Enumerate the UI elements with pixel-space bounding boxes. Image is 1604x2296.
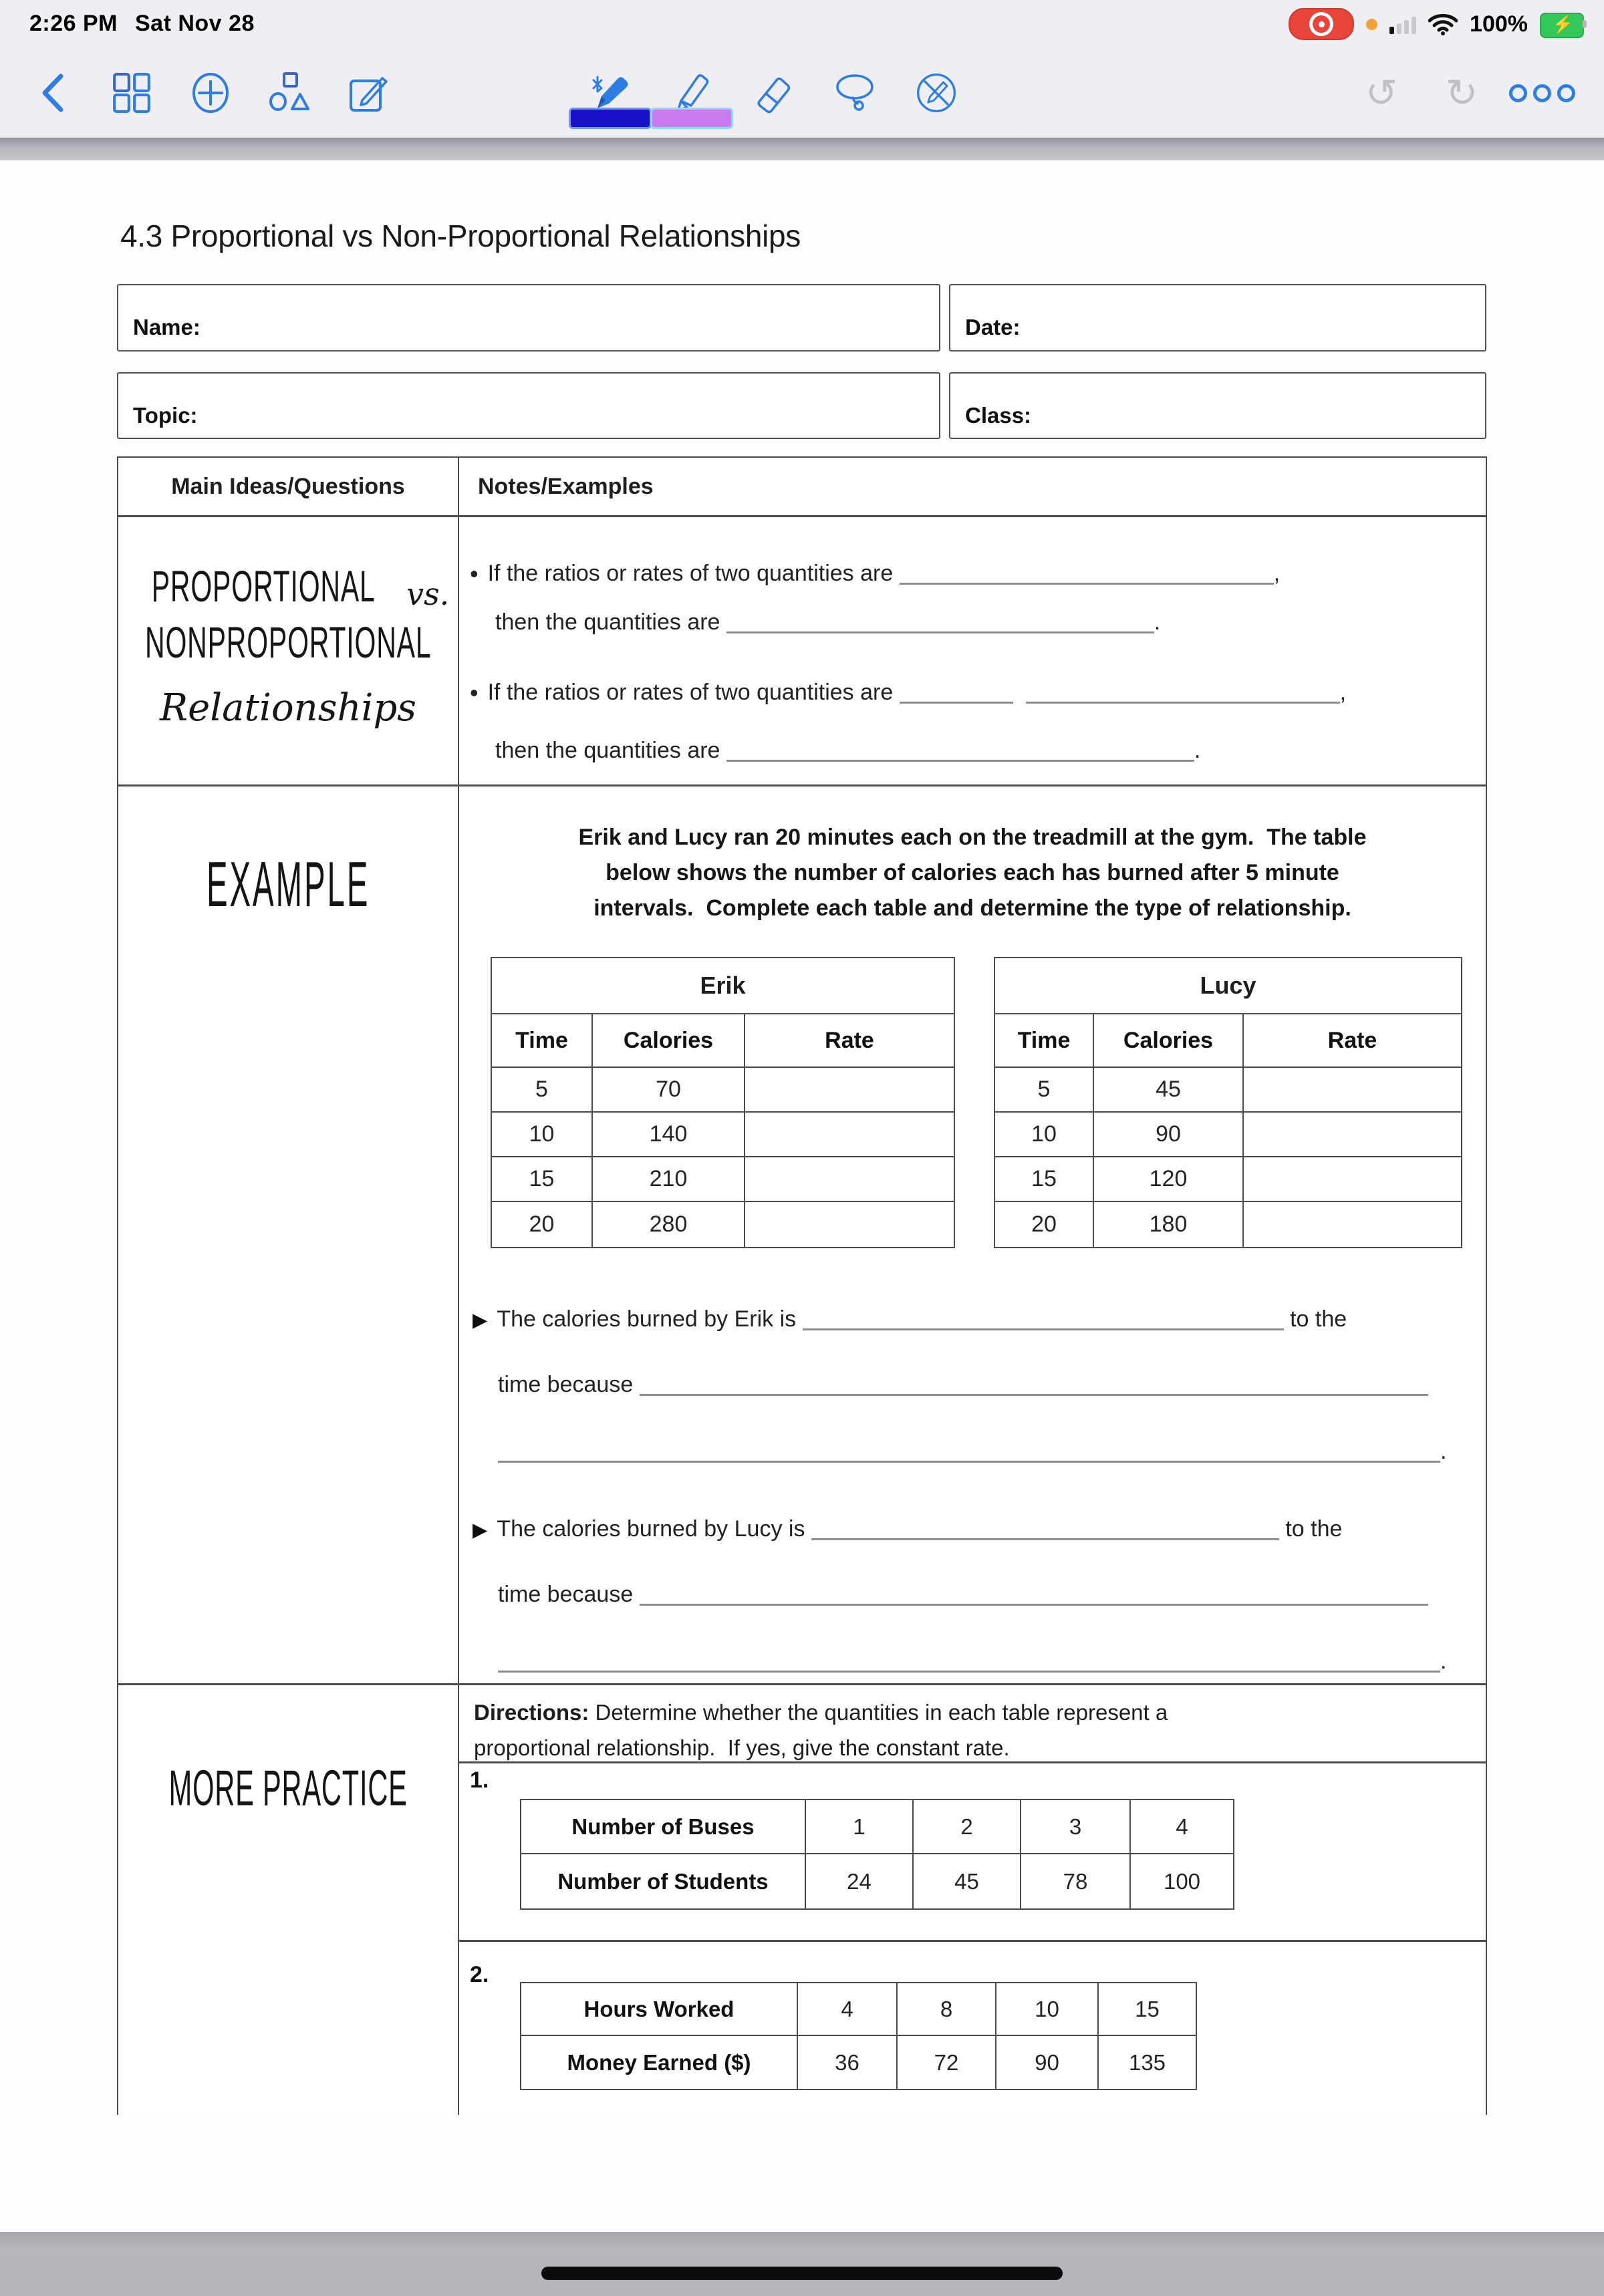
lasso-icon — [833, 71, 877, 115]
more-options-button[interactable] — [1520, 62, 1564, 124]
erik-table-title: Erik — [492, 958, 954, 1014]
row-label: Money Earned ($) — [521, 2036, 798, 2089]
example-heading-cell — [118, 786, 459, 1683]
no-draw-tool[interactable] — [914, 62, 958, 124]
bullet-icon: • — [470, 679, 479, 706]
cell: 100 — [1163, 1868, 1201, 1894]
row-label: Number of Buses — [521, 1800, 806, 1854]
cell: 15 — [492, 1157, 593, 1202]
fill-blank — [811, 1517, 1279, 1540]
cell: 210 — [593, 1157, 745, 1202]
cell-rate-blank[interactable] — [1244, 1113, 1461, 1157]
item-number: 2. — [470, 1962, 489, 1987]
cell: 72 — [898, 2036, 996, 2089]
name-label: Name: — [133, 315, 200, 339]
row-label: Number of Students — [521, 1854, 806, 1908]
directions-label: Directions: — [474, 1700, 589, 1725]
cell: 1 — [806, 1800, 914, 1854]
cell: 70 — [593, 1068, 745, 1113]
fill-blank — [726, 610, 1154, 633]
topic-field-box — [117, 372, 940, 439]
cell: 135 — [1128, 2049, 1166, 2075]
practice-item-1 — [459, 1763, 1486, 1942]
cellular-signal-icon — [1389, 14, 1416, 34]
toolbar-right-group — [1359, 48, 1564, 138]
lucy-table-title: Lucy — [995, 958, 1461, 1014]
cell: 5 — [492, 1068, 593, 1113]
section-1-notes — [459, 517, 1486, 784]
cell: 2 — [914, 1800, 1021, 1854]
erik-statement-line3: . — [498, 1439, 1446, 1465]
plus-circle-icon — [190, 71, 231, 115]
microphone-in-use-icon — [1366, 19, 1377, 30]
notability-toolbar — [0, 48, 1604, 138]
lucy-table — [994, 957, 1462, 1248]
fill-blank — [498, 1439, 1440, 1463]
pen-tool-selected[interactable] — [588, 62, 632, 124]
pen-color-bar — [569, 108, 652, 129]
buses-table — [520, 1799, 1234, 1910]
fill-blank — [640, 1582, 1428, 1606]
cell: 78 — [1021, 1854, 1131, 1908]
fill-blank — [1026, 680, 1340, 704]
battery-percent: 100% — [1470, 11, 1528, 37]
section-1-row — [118, 517, 1486, 786]
status-right — [1289, 7, 1587, 41]
notes-examples-header: Notes/Examples — [478, 473, 654, 499]
cell: 36 — [798, 2036, 898, 2089]
worksheet-page[interactable] — [0, 160, 1604, 2232]
item-number: 1. — [470, 1767, 489, 1793]
cell-rate-blank[interactable] — [745, 1157, 954, 1202]
cell: 4 — [1131, 1800, 1233, 1854]
toolbar-left-group — [31, 48, 390, 138]
shapes-icon — [269, 72, 310, 114]
lucy-statement-line1: ▶ The calories burned by Lucy is to the — [473, 1516, 1343, 1542]
cell: 24 — [806, 1854, 914, 1908]
eraser-icon — [751, 71, 795, 115]
pencil-off-icon — [914, 69, 958, 116]
hours-table — [520, 1982, 1197, 2090]
cell: 90 — [1094, 1113, 1244, 1157]
more-practice-notes — [459, 1685, 1486, 2115]
home-indicator[interactable] — [541, 2267, 1063, 2280]
toolbar-pen-group — [588, 48, 958, 138]
fill-blank — [640, 1373, 1428, 1396]
col-header: Rate — [745, 1014, 954, 1068]
col-header: Time — [492, 1014, 593, 1068]
clock: 2:26 PM — [29, 11, 118, 36]
battery-charging-icon: ⚡ — [1540, 13, 1587, 35]
cell: 45 — [914, 1854, 1021, 1908]
status-date: Sat Nov 28 — [135, 11, 255, 36]
eraser-tool[interactable] — [751, 62, 795, 124]
back-button[interactable] — [31, 62, 75, 124]
col-header: Time — [995, 1014, 1094, 1068]
practice-item-2 — [459, 1942, 1486, 2113]
cell-rate-blank[interactable] — [1244, 1202, 1461, 1247]
cell: 15 — [995, 1157, 1094, 1202]
bullet-line: • If the ratios or rates of two quantities are , — [470, 560, 1281, 587]
undo-button[interactable] — [1359, 62, 1404, 124]
lasso-tool[interactable] — [833, 62, 877, 124]
arrow-bullet-icon: ▶ — [473, 1520, 488, 1541]
highlighter-tool[interactable] — [670, 62, 714, 124]
cell: 3 — [1021, 1800, 1131, 1854]
redo-icon: ↻ — [1445, 70, 1478, 116]
cell-rate-blank[interactable] — [745, 1113, 954, 1157]
date-label: Date: — [965, 315, 1021, 339]
directions-block: Directions: Determine whether the quantities in each table represent a proportional relationship. If yes, give the constant rate. — [459, 1685, 1486, 1763]
example-notes — [459, 786, 1486, 1683]
bullet-line-cont: then the quantities are . — [495, 609, 1161, 635]
main-ideas-header: Main Ideas/Questions — [118, 458, 459, 515]
shapes-tool-button[interactable] — [267, 62, 311, 124]
cell: 5 — [995, 1068, 1094, 1113]
ellipsis-icon — [1509, 84, 1575, 102]
more-practice-row — [118, 1685, 1486, 2115]
record-icon — [1309, 12, 1333, 36]
fill-blank — [726, 738, 1194, 762]
more-practice-heading: MORE PRACTICE — [168, 1760, 408, 1818]
cell: 10 — [995, 1113, 1094, 1157]
class-field-box — [949, 372, 1486, 439]
bullet-line: • If the ratios or rates of two quantities are , — [470, 679, 1347, 706]
vs-script: vs. — [406, 576, 450, 612]
cell: 15 — [1099, 1983, 1196, 2036]
lucy-statement-line3: . — [498, 1648, 1446, 1675]
worksheet-title: 4.3 Proportional vs Non-Proportional Relationships — [120, 219, 801, 253]
lucy-statement-line2: time because — [498, 1582, 1428, 1608]
topic-label: Topic: — [133, 403, 198, 428]
fill-blank — [803, 1307, 1284, 1330]
cornell-notes-table — [117, 456, 1487, 2115]
arrow-bullet-icon: ▶ — [473, 1310, 488, 1331]
example-row — [118, 786, 1486, 1685]
date-field-box — [949, 284, 1486, 351]
class-label: Class: — [965, 403, 1032, 428]
col-header: Calories — [593, 1014, 745, 1068]
bullet-icon: • — [470, 560, 479, 587]
row-label: Hours Worked — [521, 1983, 798, 2036]
cell: 280 — [593, 1202, 745, 1247]
cell: 10 — [492, 1113, 593, 1157]
cell: 8 — [898, 1983, 996, 2036]
toolbar-divider — [0, 138, 1604, 160]
undo-icon: ↺ — [1365, 70, 1398, 116]
page-manager-button[interactable] — [110, 62, 154, 124]
section-1-heading: PROPORTIONAL vs. NONPROPORTIONAL Relationships — [118, 517, 459, 784]
bottom-bar — [0, 2232, 1604, 2296]
cell: 4 — [798, 1983, 898, 2036]
cell: 120 — [1094, 1157, 1244, 1202]
cell: 20 — [995, 1202, 1094, 1247]
example-heading: EXAMPLE — [206, 848, 370, 920]
fill-blank — [900, 561, 1274, 585]
erik-statement-line2: time because — [498, 1372, 1428, 1398]
notes-header-row — [118, 458, 1486, 517]
cell: 20 — [492, 1202, 593, 1247]
cell: 10 — [996, 1983, 1099, 2036]
add-page-button[interactable] — [188, 62, 233, 124]
bullet-line-cont: then the quantities are . — [495, 738, 1201, 763]
screen-recording-indicator[interactable] — [1289, 8, 1354, 40]
erik-table — [491, 957, 955, 1248]
fill-blank — [498, 1649, 1440, 1673]
cell: 45 — [1094, 1068, 1244, 1113]
example-intro: Erik and Lucy ran 20 minutes each on the treadmill at the gym. The table below shows the number of calories each has burned after 5 minute intervals. Complete each table and determine the type of relationship. — [578, 825, 1367, 921]
redo-button[interactable] — [1440, 62, 1484, 124]
erik-statement-line1: ▶ The calories burned by Erik is to the — [473, 1306, 1347, 1332]
cell-rate-blank[interactable] — [1244, 1068, 1461, 1113]
name-field-box — [117, 284, 940, 351]
cell-rate-blank[interactable] — [1244, 1157, 1461, 1202]
fill-blank — [900, 680, 1013, 704]
chevron-left-icon — [39, 72, 66, 114]
compose-icon — [348, 72, 389, 114]
cell: 140 — [593, 1113, 745, 1157]
highlighter-color-bar — [650, 108, 733, 129]
cell: 180 — [1094, 1202, 1244, 1247]
status-left — [29, 11, 255, 37]
cell: 90 — [996, 2036, 1099, 2089]
grid-icon — [111, 72, 152, 114]
more-practice-heading-cell — [118, 1685, 459, 2115]
col-header: Calories — [1094, 1014, 1244, 1068]
col-header: Rate — [1244, 1014, 1461, 1068]
status-bar — [0, 0, 1604, 48]
wifi-icon — [1428, 13, 1458, 35]
cell-rate-blank[interactable] — [745, 1202, 954, 1247]
note-compose-button[interactable] — [346, 62, 390, 124]
cell-rate-blank[interactable] — [745, 1068, 954, 1113]
